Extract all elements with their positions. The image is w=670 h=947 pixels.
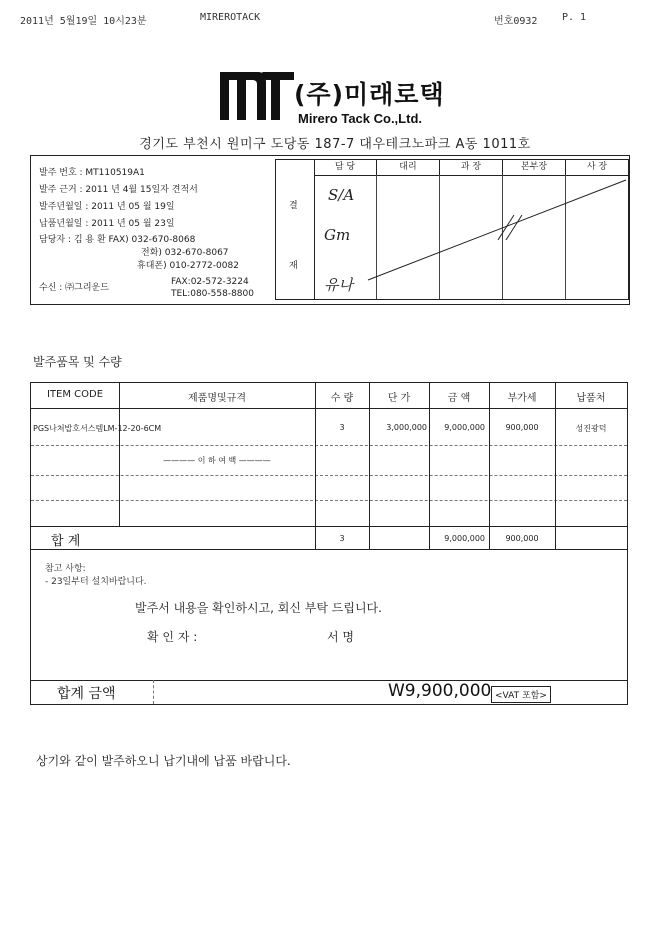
notes-title: 참고 사항: [45,564,86,574]
confirm-request: 발주서 내용을 확인하시고, 회신 부탁 드립니다. [135,601,382,615]
table-header-cell: 납품처 [576,393,606,404]
item-name: PGS나쳐밥호서스템LM-12-20-6CM [33,424,162,433]
approval-header-cell: 과 장 [440,160,503,175]
table-header-cell: 제품명및규격 [188,393,246,404]
fax-page: P. 1 [562,12,587,23]
confirmer-label: 확 인 자 : [147,630,198,644]
item-destination: 성진광덕 [575,424,607,433]
end-mark: ———— 이 하 여 백 ———— [163,456,271,465]
order-basis: 발주 근거 : 2011 년 4월 15일자 견적서 [39,185,198,195]
table-header-cell: ITEM CODE [46,389,104,400]
recipient-tel: TEL:080-558-8800 [171,289,254,299]
total-qty: 3 [339,534,345,543]
item-amount: 9,000,000 [444,423,485,432]
grand-total-label: 합계 금액 [57,686,116,702]
approval-header-cell: 본부장 [503,160,566,175]
company-logo-icon [218,70,294,122]
approval-side-label: 결 [289,201,298,211]
approval-side-label: 재 [289,261,298,271]
signature-1: S/A [328,186,355,204]
grand-total-value: W9,900,000 [388,681,492,701]
approval-header-cell: 사 장 [586,162,608,172]
table-header-cell: 부가세 [507,393,537,404]
table-header-cell: 수 량 [330,393,354,404]
item-qty: 3 [339,423,345,432]
section-title: 발주품목 및 수량 [33,355,122,369]
recipient-fax: FAX:02-572-3224 [171,277,249,287]
total-label: 합 계 [51,534,81,549]
approval-header-cell: 담 당 [314,160,377,175]
fax-datetime: 2011년 5월19일 10시23분 [20,16,147,27]
delivery-date: 납품년월일 : 2011 년 05 월 23일 [39,219,175,229]
fax-number: 번호0932 [494,16,538,27]
total-vat: 900,000 [505,534,539,543]
order-date: 발주년월일 : 2011 년 05 월 19일 [39,202,175,212]
contact-mobile: 휴대폰) 010-2772-0082 [137,261,239,271]
contact-person: 담당자 : 김 용 환 FAX) 032-670-8068 [39,235,196,245]
company-name-en: Mirero Tack Co.,Ltd. [298,111,422,126]
recipient: 수신 : ㈜그리운드 [39,283,109,293]
notes-line: - 23일부터 설치바랍니다. [45,577,147,587]
fax-header [0,12,670,28]
items-table [30,382,628,705]
table-header-cell: 단 가 [387,393,411,404]
fax-sender: MIREROTACK [200,12,261,23]
signature-3: 유나 [324,276,353,294]
contact-phone: 전화) 032-670-8067 [141,248,229,258]
approval-grid [275,159,629,300]
order-number: 발주 번호 : MT110519A1 [39,168,145,178]
company-address: 경기도 부천시 원미구 도당동 187-7 대우테크노파크 A동 1011호 [139,137,531,152]
table-header-cell: 금 액 [447,393,471,404]
item-vat: 900,000 [505,423,539,432]
item-unit-price: 3,000,000 [386,423,427,432]
confirmer-name: 서 명 [327,630,354,644]
signature-2: Gm [324,226,351,244]
total-amount: 9,000,000 [444,534,485,543]
approval-header-cell: 대리 [377,160,440,175]
closing-statement: 상기와 같이 발주하오니 납기내에 납품 바랍니다. [36,754,291,768]
vat-note: <VAT 포함> [491,686,551,703]
company-name-kr: (주)미래로택 [294,80,445,109]
